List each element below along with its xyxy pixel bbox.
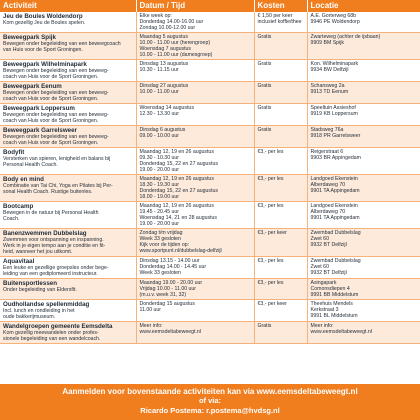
table-row [0, 202, 420, 229]
cell-datum-text: Maandag 12, 19 en 26 augustus 19.45 - 20.45 uur Woensdag 14, 21 en 28 augustus 19.00 - 20.00 uur [139, 203, 217, 227]
table-row [0, 82, 420, 104]
activity-title: Beweegpark Spijk [3, 34, 56, 41]
activity-title: Beweegpark Wilhelminapark [3, 61, 87, 68]
cell-kosten-text: Gratis [257, 34, 272, 40]
table-row [0, 60, 420, 82]
cell-locatie-text: Landgoed Ekenstein Alberdaweg 70 9901 TA Appingedam [310, 176, 360, 194]
table-row [0, 229, 420, 257]
cell-activity [0, 12, 136, 33]
footer-or-via: of via: [198, 396, 222, 405]
activity-title: Body en mind [3, 176, 44, 183]
cell-datum-text: Maandag 12, 19 en 26 augustus 09.30 - 10.30 uur Donderdag 15, 22 en 27 augustus 19.00 - 20.00 uur [139, 149, 218, 173]
cell-activity [0, 33, 136, 60]
cell-datum [136, 300, 254, 322]
footer-contact: Ricardo Postema: r.postema@hvdsg.nl [140, 406, 280, 415]
cell-kosten-text: €3,- per keer [257, 301, 287, 307]
activity-title: Beweegpark Loppersum [3, 105, 75, 112]
cell-datum-text: Dinsdag 13.15 - 14.00 uur Donderdag 14.00 - 14.45 uur Week 33 gesloten [139, 258, 207, 276]
cell-kosten-text: Gratis [257, 105, 272, 111]
cell-datum [136, 148, 254, 175]
cell-datum [136, 12, 254, 33]
table-header-row [0, 0, 420, 12]
cell-locatie-text: Zwembad Dubbelslag Zwet 60 9932 BT Delfzijl [310, 258, 361, 276]
cell-kosten [254, 104, 307, 126]
table-row [0, 148, 420, 175]
activity-description: Kom gezellig Jeu de Boules spelen. [3, 20, 86, 26]
cell-datum-text: Dinsdag 27 augustus 10.00 - 11.00 uur [139, 83, 189, 95]
cell-activity [0, 202, 136, 229]
activity-title: Beweegpark Eenum [3, 83, 62, 90]
activity-description: Bewegen onder begeleiding van een beweeg- coach van Huis voor de Sport Groningen. [3, 112, 109, 124]
cell-datum [136, 82, 254, 104]
cell-kosten [254, 126, 307, 148]
activity-description: Combinatie van Tai Chi, Yoga en Pilates bij Per- sonal Health Coach. Rustige buitenles. [3, 183, 113, 195]
activity-description: Incl. lunch en rondleiding in het oude bakkerijmuseum. [3, 308, 75, 320]
cell-datum [136, 60, 254, 82]
activity-description: Kom gezellig meewandelen onder profes- sionele begeleiding van een wandelcoach. [3, 330, 101, 342]
cell-datum [136, 175, 254, 202]
table-row [0, 279, 420, 300]
header-datum: Datum / Tijd [136, 0, 254, 12]
cell-kosten-text: €3,- per les [257, 149, 284, 155]
footer-banner [0, 384, 420, 420]
cell-activity [0, 257, 136, 279]
activity-description: Versterken van spieren, lenigheid en balans bij Personal Health Coach. [3, 156, 111, 168]
table-row [0, 322, 420, 344]
table-row [0, 12, 420, 33]
cell-locatie [307, 175, 420, 202]
cell-kosten [254, 229, 307, 257]
header-locatie: Locatie [307, 0, 420, 12]
cell-kosten-text: Gratis [257, 127, 272, 133]
table-row [0, 300, 420, 322]
activity-description: Zwemmen voor ontspanning en inspanning. Werk in je eigen tempo aan je conditie en fit- heid, wanneer het jou uitkomt. [3, 237, 106, 255]
cell-kosten [254, 148, 307, 175]
activity-title: Beweegpark Garrelsweer [3, 127, 77, 134]
header-kosten: Kosten [254, 0, 307, 12]
activity-title: Bootcamp [3, 203, 34, 210]
cell-locatie [307, 33, 420, 60]
table-row [0, 257, 420, 279]
cell-locatie-text: Zwembad Dubbelslag Zwet 60 9932 BT Delfzijl [310, 230, 361, 248]
cell-kosten-text: Gratis [257, 83, 272, 89]
cell-locatie-text: Landgoed Ekenstein Alberdaweg 70 9901 TA Appingedam [310, 203, 360, 221]
cell-datum-text: Zondag t/m vrijdag Week 33 gesloten Kijk voor de tijden op: www.sportpunt.nl/dubbelslag-delfzijl [139, 230, 222, 254]
cell-activity [0, 229, 136, 257]
cell-kosten [254, 202, 307, 229]
cell-kosten [254, 279, 307, 300]
cell-locatie-text: Asingapark Comonsdiepen 4 9991 BB Middelstum [310, 280, 359, 298]
cell-locatie-text: Reigerstraat 6 9903 BR Appingedam [310, 149, 361, 161]
activity-description: Bewegen onder begeleiding van een beweegcoach van Huis voor de Sport Groningen. [3, 41, 121, 53]
cell-locatie [307, 148, 420, 175]
cell-locatie-text: Speeltuin Assieshof 9919 KB Loppersum [310, 105, 358, 117]
cell-locatie [307, 229, 420, 257]
activity-description: Bewegen in de natuur bij Personal Health Coach. [3, 210, 99, 222]
activity-title: Jeu de Boules Woldendorp [3, 13, 83, 20]
cell-activity [0, 148, 136, 175]
activity-description: Bewegen onder begeleiding van een beweeg- coach van Huis voor de Sport Groningen. [3, 90, 109, 102]
cell-kosten-text: €3,- per les [257, 203, 284, 209]
cell-datum [136, 229, 254, 257]
activity-description: Onder begeleiding van Eldersfit. [3, 287, 77, 293]
cell-locatie [307, 126, 420, 148]
cell-kosten [254, 12, 307, 33]
cell-locatie-text: Meer info: www.eemsdeltabeweegt.nl [310, 323, 372, 335]
cell-kosten-text: Gratis [257, 323, 272, 329]
cell-datum [136, 322, 254, 344]
cell-kosten [254, 82, 307, 104]
cell-datum-text: Elke week op: Donderdag 14.00-16.00 uur Zondag 10.00-12.00 uur [139, 13, 204, 31]
cell-locatie [307, 60, 420, 82]
cell-kosten [254, 322, 307, 344]
cell-datum-text: Meer info: www.eemsdeltabeweegt.nl [139, 323, 201, 335]
cell-datum [136, 33, 254, 60]
cell-locatie [307, 300, 420, 322]
cell-activity [0, 82, 136, 104]
cell-locatie [307, 12, 420, 33]
table-row [0, 104, 420, 126]
cell-activity [0, 104, 136, 126]
cell-datum-text: Donderdag 15 augustus 11.00 uur [139, 301, 195, 313]
activity-title: Wandelgroepen gemeente Eemsdelta [3, 323, 113, 330]
cell-activity [0, 322, 136, 344]
cell-activity [0, 279, 136, 300]
cell-datum-text: Maandag 12, 19 en 26 augustus 18.30 - 19.30 uur Donderdag 15, 22 en 27 augustus 18.00 - 19.00 uur [139, 176, 218, 200]
table-row [0, 126, 420, 148]
cell-kosten-text: €3,- per les [257, 280, 284, 286]
cell-activity [0, 175, 136, 202]
cell-locatie [307, 104, 420, 126]
header-activiteit: Activiteit [0, 0, 136, 12]
cell-kosten [254, 33, 307, 60]
table-row [0, 33, 420, 60]
cell-activity [0, 126, 136, 148]
cell-datum-text: Dinsdag 13 augustus 10.30 - 11.15 uur [139, 61, 189, 73]
cell-kosten [254, 300, 307, 322]
activity-description: Bewegen onder begeleiding van een beweeg- coach van Huis voor de Sport Groningen. [3, 68, 109, 80]
cell-datum-text: Maandag 19.00 - 20.00 uur Vrijdag 10.00 - 11.00 uur (m.u.v. week 31, 32) [139, 280, 203, 298]
activity-description: Bewegen onder begeleiding van een beweeg- coach van Huis voor de Sport Groningen. [3, 134, 109, 146]
cell-activity [0, 300, 136, 322]
cell-datum [136, 104, 254, 126]
cell-locatie-text: Stadsweg 76a 9918 PR Garrelsweer [310, 127, 361, 139]
cell-locatie-text: Schansweg 2a 9913 TD Eenum [310, 83, 349, 95]
activity-title: Oudhollandse spellenmiddag [3, 301, 90, 308]
cell-locatie [307, 279, 420, 300]
footer-signup-text: Aanmelden voor bovenstaande activiteiten kan via www.eemsdeltabeweegt.nl [62, 387, 358, 396]
cell-datum [136, 126, 254, 148]
cell-datum-text: Maandag 5 augustus 10.00 - 11.00 uur (herengroep) Woensdag 7 augustus 10.00 - 11.00 uur (damesgroep) [139, 34, 213, 58]
cell-kosten-text: €3,- per les [257, 176, 284, 182]
activity-title: Bodyfit [3, 149, 25, 156]
cell-kosten-text: €3,- per les [257, 258, 284, 264]
cell-datum-text: Woensdag 14 augustus 12.30 - 13.30 uur [139, 105, 194, 117]
cell-kosten [254, 175, 307, 202]
cell-kosten [254, 257, 307, 279]
cell-kosten-text: € 1,50 per keer inclusief koffie/thee [257, 13, 302, 25]
cell-datum [136, 279, 254, 300]
cell-datum-text: Dinsdag 6 augustus 09.00 - 10.00 uur [139, 127, 186, 139]
cell-locatie-text: Theehuis Mendels Kerkstraat 3 9991 BL Middelstum [310, 301, 358, 319]
cell-kosten-text: €3,- per keer [257, 230, 287, 236]
cell-kosten-text: Gratis [257, 61, 272, 67]
cell-locatie [307, 202, 420, 229]
cell-locatie-text: Zwarteweg (achter de ijsbaan) 9909 BM Spijk [310, 34, 381, 46]
cell-datum [136, 257, 254, 279]
cell-locatie [307, 322, 420, 344]
cell-locatie-text: A.E. Gorterweg 68b 9946 PE Woldendorp [310, 13, 360, 25]
table-body [0, 12, 420, 344]
cell-locatie [307, 257, 420, 279]
activity-title: Buitensportlessen [3, 280, 57, 287]
cell-kosten [254, 60, 307, 82]
activity-title: Aquavitaal [3, 258, 35, 265]
cell-datum [136, 202, 254, 229]
activity-title: Banenzwemmen Dubbelslag [3, 230, 87, 237]
cell-locatie-text: Kon. Wilhelminapark 9934 BW Delfzijl [310, 61, 359, 73]
table-row [0, 175, 420, 202]
activity-description: Een leuke en gezellige groepsles onder bege- leiding van een gediplomeerd instructeur. [3, 265, 109, 277]
cell-activity [0, 60, 136, 82]
cell-locatie [307, 82, 420, 104]
